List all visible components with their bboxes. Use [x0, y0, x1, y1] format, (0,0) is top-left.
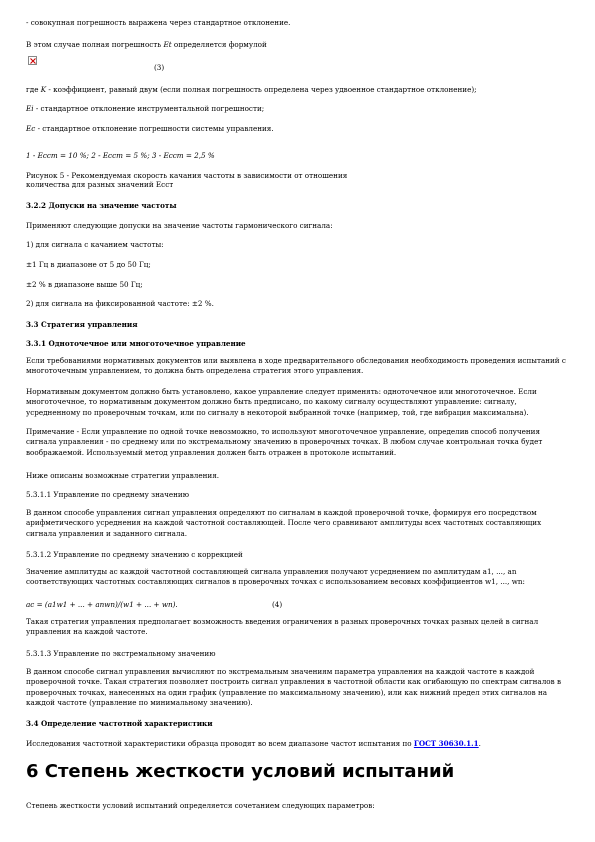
section-heading: 3.3 Стратегия управления [26, 320, 138, 329]
section-heading: 3.4 Определение частотной характеристики [26, 719, 213, 728]
list-item: ±2 % в диапазоне выше 50 Гц; [26, 280, 143, 289]
text-span: В этом случае полная погрешность [26, 40, 164, 49]
list-item: ±1 Гц в диапазоне от 5 до 50 Гц; [26, 260, 151, 269]
text-line [26, 40, 267, 50]
list-item: 2) для сигнала на фиксированной частоте: ±2 %. [26, 299, 214, 308]
broken-image-icon [28, 56, 37, 65]
text-line: - совокупная погрешность выражена через стандартное отклонение. [26, 18, 291, 27]
list-item: 1) для сигнала с качанием частоты: [26, 240, 164, 249]
variable: K [40, 85, 47, 94]
paragraph: В данном способе сигнал управления вычисляют по экстремальным значениям параметра управления на каждой частоте в каждой проверочной точке. Такая стратегия позволяет построить сигнал управления в частотной области как огибающую по спектрам сигналов в проверочных точках, нанесенных на один график (управление по максимальному значению), или как нижний предел этих сигналов на каждой частоте (управление по минимальному значению). [26, 667, 561, 708]
text-line: Степень жесткости условий испытаний определяется сочетанием следующих параметров: [26, 801, 375, 810]
variable: Ec [26, 124, 36, 133]
paragraph: В данном способе управления сигнал управления определяют по сигналам в каждой проверочной точке, формируя его посредством арифметического усреднения на каждой частотной составляющей. После чего сравнивают амплитуды всех частотных составляющих сигнала управления и заданного сигнала. [26, 508, 542, 538]
paragraph: Такая стратегия управления предполагает возможность введения ограничения в разных проверочных точках разных целей в сигнал управления на каждой частоте. [26, 617, 539, 637]
text-line [26, 85, 477, 95]
text-span: определяется формулой [171, 40, 267, 49]
text-line: Ниже описаны возможные стратегии управления. [26, 471, 220, 480]
text-line [26, 124, 274, 134]
text-span: - коэффициент, равный двум (если полная погрешность определена через удвоенное стандартное отклонение); [46, 85, 477, 94]
variable: Et [163, 40, 172, 49]
text-span: . [478, 739, 481, 748]
text-span: где [26, 85, 41, 94]
text-line [26, 104, 264, 114]
paragraph: Значение амплитуды ас каждой частотной составляющей сигнала управления получают усреднением по амплитудам а1, ..., аn соответствующих частотных составляющих сигналов в проверочных точках с использованием весовых коэффициентов w1, ..., wn: [26, 567, 525, 587]
gost-link[interactable]: ГОСТ 30630.1.1 [413, 739, 479, 748]
formula-number: (4) [272, 600, 283, 609]
figure-legend: 1 - Eсст = 10 %; 2 - Eсст = 5 %; 3 - Eсст = 2,5 % [26, 151, 215, 160]
text-line: Применяют следующие допуски на значение частоты гармонического сигнала: [26, 221, 333, 230]
text-span: - стандартное отклонение инструментальной погрешности; [33, 104, 265, 113]
variable: Ei [26, 104, 34, 113]
formula: ас = (a1w1 + ... + anwn)/(w1 + ... + wn). [26, 600, 178, 609]
paragraph: Нормативным документом должно быть установлено, какое управление следует применять: одноточечное или многоточечное. Если многоточечное, то нормативным документом должно быть предписано, по какому сигналу осуществляют управление: сигналу, усредненному по проверочным точкам, или по сигналу в некоторой выбранной точке (например, той, где вибрация максимальна). [26, 387, 537, 417]
formula-number: (3) [154, 63, 165, 72]
subsection-heading: 5.3.1.3 Управление по экстремальному значению [26, 649, 216, 658]
section-heading: 3.3.1 Одноточечное или многоточечное управление [26, 339, 246, 348]
figure-caption-line: Рисунок 5 - Рекомендуемая скорость качания частоты в зависимости от отношения [26, 171, 348, 180]
section-heading: 3.2.2 Допуски на значение частоты [26, 201, 177, 210]
paragraph: Примечание - Если управление по одной точке невозможно, то используют многоточечное управление, определив способ получения сигнала управления - по среднему или по экстремальному значению в проверочных точках. В любом случае контрольная точка будет воображаемой. Используемый метод управления должен быть отражен в протоколе испытаний. [26, 427, 543, 457]
text-span: - стандартное отклонение погрешности системы управления. [35, 124, 274, 133]
paragraph: Если требованиями нормативных документов или выявлена в ходе предварительного обследования необходимость проведения испытаний с многоточечным управлением, то должна быть определена стратегия этого управления. [26, 356, 566, 376]
subsection-heading: 5.3.1.1 Управление по среднему значению [26, 490, 189, 499]
text-span: Исследования частотной характеристики образца проводят во всем диапазоне частот испытания по [26, 739, 414, 748]
chapter-heading: 6 Степень жесткости условий испытаний [26, 761, 455, 782]
subsection-heading: 5.3.1.2 Управление по среднему значению с коррекцией [26, 550, 243, 559]
text-line [26, 739, 481, 749]
figure-caption-line: количества для разных значений Eсст [26, 180, 174, 189]
